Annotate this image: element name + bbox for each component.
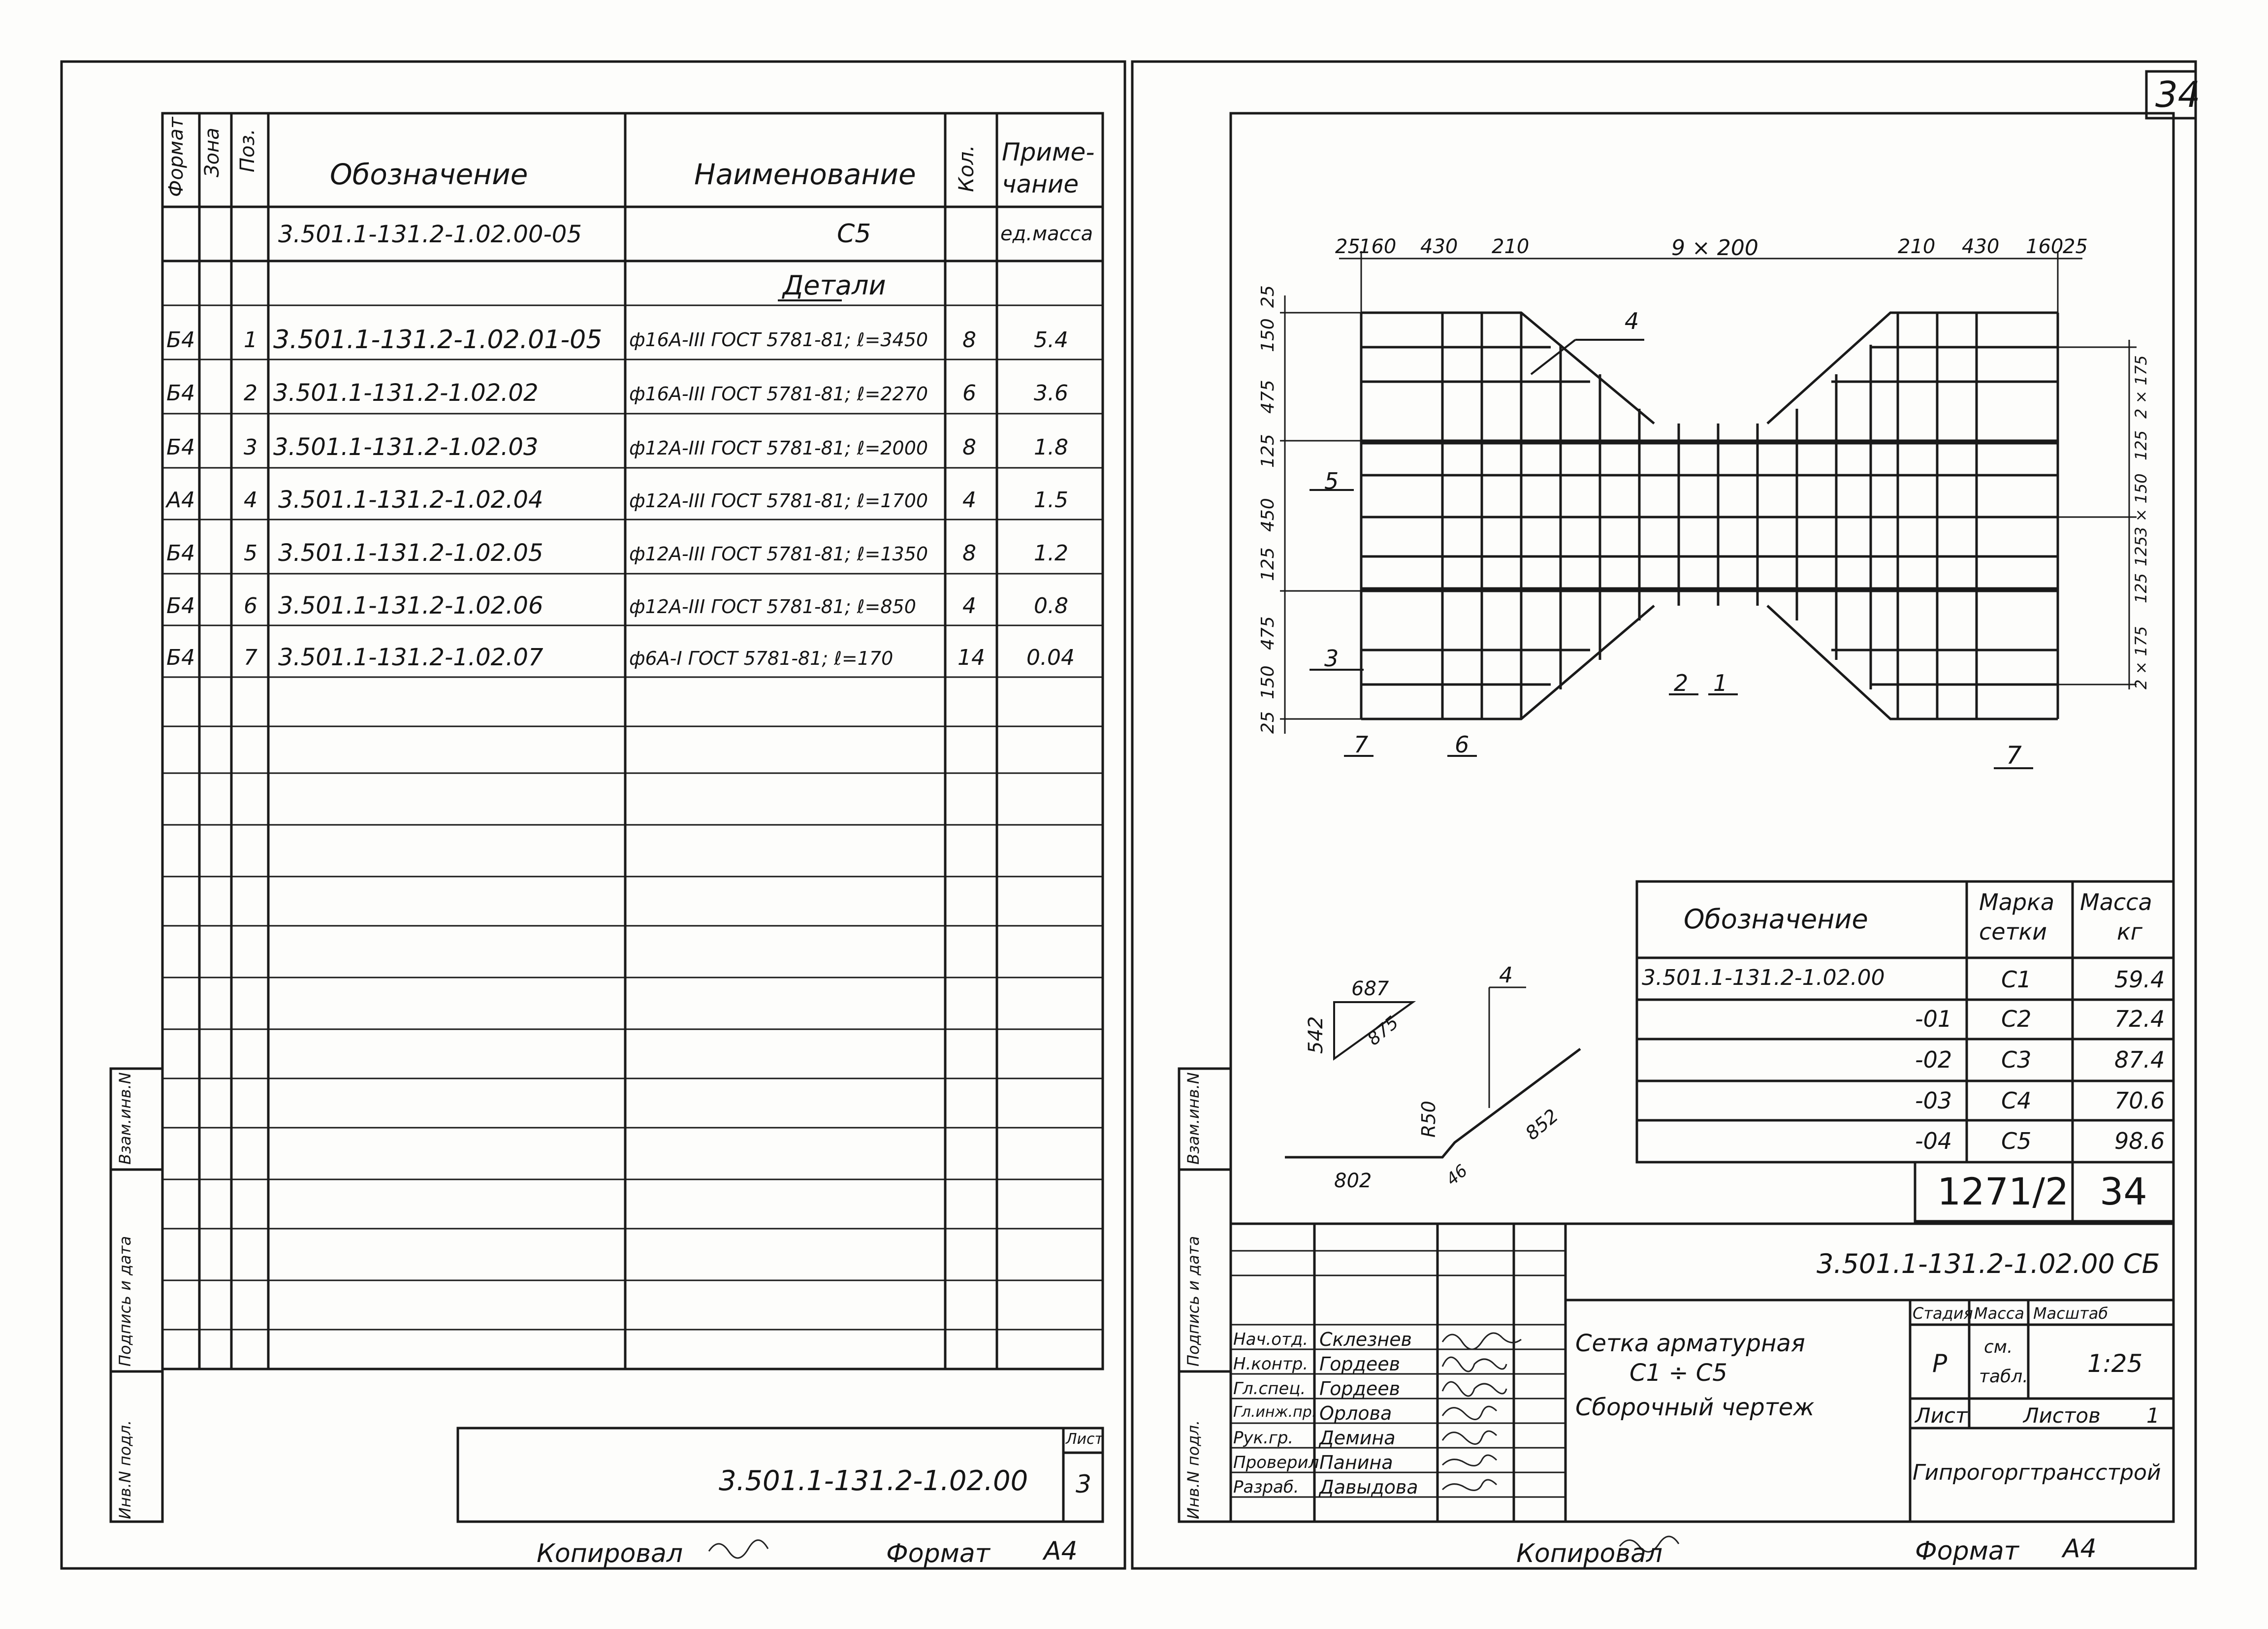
row-format: Б4 [166, 435, 195, 460]
table-header-designation: Обозначение [1684, 904, 1868, 935]
header-pos: Поз. [236, 129, 259, 172]
assembly-designation: 3.501.1-131.2-1.02.00-05 [278, 221, 582, 248]
mass-row-mass: 72.4 [2114, 1006, 2165, 1032]
signature-name: Склезнев [1319, 1329, 1412, 1350]
detail-mark: 4 [1499, 963, 1513, 988]
dim-left: 150 [1258, 318, 1278, 352]
signature-role: Гл.инж.пр. [1233, 1403, 1317, 1421]
callout-7: 7 [1354, 731, 1369, 758]
title-designation: 3.501.1-131.2-1.02.00 СБ [1817, 1248, 2160, 1279]
title-line-1: Сетка арматурная [1575, 1330, 1805, 1357]
title-mass-2: табл. [1979, 1367, 2028, 1387]
row-format: Б4 [166, 327, 195, 353]
row-qty: 6 [962, 381, 976, 406]
callout-4: 4 [1625, 308, 1639, 334]
mass-row-designation: -03 [1915, 1087, 1952, 1114]
row-designation: 3.501.1-131.2-1.02.04 [278, 486, 543, 514]
row-note: 0.04 [1026, 645, 1075, 670]
row-note: 3.6 [1034, 381, 1068, 406]
assembly-name: С5 [837, 219, 871, 249]
header-format: Формат [165, 117, 188, 197]
table-header-mass-1: Масса [2080, 889, 2152, 915]
dim-top: 210 [1492, 235, 1530, 258]
row-pos: 7 [244, 645, 257, 670]
table-header-mass-2: кг [2117, 918, 2142, 945]
row-note: 1.2 [1034, 541, 1068, 566]
mass-row-designation: -01 [1915, 1006, 1952, 1032]
callout-6: 6 [1455, 731, 1469, 758]
signature-role: Разраб. [1233, 1477, 1299, 1497]
left-format-label: Формат [886, 1539, 990, 1568]
row-qty: 8 [962, 435, 976, 460]
header-note-2: чание [1002, 170, 1079, 198]
callout-2: 2 [1674, 670, 1689, 696]
header-note-1: Приме- [1002, 138, 1095, 166]
signature-scribble [1442, 1357, 1506, 1371]
row-designation: 3.501.1-131.2-1.02.03 [273, 433, 539, 461]
mass-row-mass: 70.6 [2114, 1087, 2165, 1114]
dim-right: 2 × 175 [2132, 626, 2150, 689]
signature-scribble [709, 1540, 768, 1558]
row-format: Б4 [166, 593, 195, 619]
signature-name: Гордеев [1319, 1353, 1400, 1375]
signature-scribble [1442, 1333, 1521, 1349]
detail-dim-d2: 46 [1442, 1161, 1471, 1190]
row-name: ф16А-III ГОСТ 5781-81; ℓ=3450 [629, 329, 928, 351]
row-qty: 4 [962, 593, 976, 619]
row-format: Б4 [166, 541, 195, 566]
signature-scribble [1442, 1431, 1497, 1444]
signature-role: Н.контр. [1233, 1354, 1309, 1374]
header-zone: Зона [201, 128, 224, 177]
right-format-value: А4 [2063, 1534, 2097, 1564]
left-stamp-designation: 3.501.1-131.2-1.02.00 [719, 1465, 1028, 1497]
mass-row-designation: 3.501.1-131.2-1.02.00 [1642, 965, 1885, 990]
row-note: 5.4 [1034, 327, 1068, 353]
callout-5: 5 [1324, 468, 1339, 494]
dim-left: 450 [1258, 498, 1278, 532]
mass-row-designation: -04 [1915, 1128, 1952, 1154]
dim-top: 25 [2063, 235, 2088, 258]
row-pos: 6 [244, 593, 257, 619]
signature-role: Гл.спец. [1233, 1379, 1306, 1399]
title-mass-label: Масса [1974, 1304, 2025, 1323]
header-name: Наименование [694, 158, 916, 191]
title-stage: Р [1932, 1349, 1948, 1378]
detail-radius: R50 [1418, 1101, 1439, 1138]
title-sheet-label: Лист [1915, 1403, 1968, 1428]
dim-right: 125 [2132, 536, 2150, 566]
right-format-label: Формат [1915, 1536, 2019, 1566]
left-stamp-sheet-label: Лист [1066, 1431, 1104, 1448]
row-name: ф12А-III ГОСТ 5781-81; ℓ=2000 [629, 437, 928, 459]
row-name: ф12А-III ГОСТ 5781-81; ℓ=850 [629, 596, 916, 618]
title-organization: Гипрогоргтрансстрой [1913, 1460, 2161, 1485]
dim-top: 160 [2026, 235, 2064, 258]
title-line-2: С1 ÷ С5 [1629, 1359, 1727, 1387]
dim-right: 125 [2132, 573, 2150, 603]
row-pos: 2 [244, 381, 257, 406]
detail-dim-d1: 802 [1334, 1170, 1372, 1192]
detail-dim-c: 875 [1364, 1012, 1403, 1050]
row-qty: 14 [958, 645, 985, 670]
signature-role: Проверил [1233, 1453, 1319, 1472]
callout-7: 7 [2006, 741, 2022, 770]
dim-right: 125 [2132, 430, 2150, 460]
title-sheets: 1 [2146, 1403, 2160, 1428]
dim-right: 2 × 175 [2132, 355, 2150, 419]
dim-top: 25 [1335, 235, 1360, 258]
row-pos: 1 [244, 327, 257, 353]
sheet-number: 34 [2155, 74, 2201, 115]
mass-row-mark: С3 [2001, 1046, 2032, 1073]
title-mass-1: см. [1984, 1337, 2013, 1357]
signature-name: Давыдова [1319, 1476, 1418, 1498]
row-note: 1.5 [1034, 488, 1068, 513]
row-qty: 4 [962, 488, 976, 513]
dim-left: 475 [1258, 616, 1278, 650]
row-pos: 4 [244, 488, 257, 513]
right-margin-label-vzam: Взам.инв.N [1184, 1072, 1203, 1165]
signature-role: Рук.гр. [1233, 1428, 1294, 1448]
drawing-reference: 1271/2 [1937, 1170, 2069, 1213]
row-name: ф16А-III ГОСТ 5781-81; ℓ=2270 [629, 383, 928, 405]
table-header-mark-2: сетки [1979, 918, 2047, 945]
dim-left: 475 [1258, 380, 1278, 414]
dim-left: 125 [1258, 547, 1278, 581]
dim-left: 25 [1258, 711, 1278, 734]
right-margin-label-inv: Инв.N подл. [1184, 1420, 1203, 1519]
signature-scribble [1442, 1382, 1506, 1396]
header-designation: Обозначение [330, 158, 528, 191]
row-qty: 8 [962, 541, 976, 566]
left-margin-label-sign: Подпись и дата [116, 1236, 134, 1367]
signature-role: Нач.отд. [1233, 1330, 1309, 1349]
row-qty: 8 [962, 327, 976, 353]
callout-1: 1 [1713, 670, 1728, 696]
row-name: ф12А-III ГОСТ 5781-81; ℓ=1350 [629, 543, 928, 565]
left-margin-label-vzam: Взам.инв.N [116, 1072, 134, 1165]
signature-scribble [1442, 1406, 1497, 1419]
mass-row-mass: 98.6 [2114, 1128, 2165, 1154]
detail-dim-b: 542 [1305, 1016, 1327, 1054]
row-name: ф6А-I ГОСТ 5781-81; ℓ=170 [629, 648, 894, 669]
left-copied-label: Копировал [537, 1539, 683, 1568]
title-stage-label: Стадия [1913, 1304, 1973, 1323]
dim-left: 125 [1258, 434, 1278, 468]
title-line-3: Сборочный чертеж [1575, 1394, 1815, 1421]
mass-row-mark: С2 [2001, 1006, 2032, 1032]
row-designation: 3.501.1-131.2-1.02.02 [273, 379, 539, 407]
table-header-mark-1: Марка [1979, 889, 2055, 915]
mass-row-mass: 87.4 [2114, 1046, 2165, 1073]
row-note: 0.8 [1034, 593, 1068, 619]
title-scale: 1:25 [2087, 1349, 2143, 1378]
mass-row-designation: -02 [1915, 1046, 1952, 1073]
signature-name: Орлова [1319, 1402, 1392, 1424]
row-format: Б4 [166, 645, 195, 670]
left-margin-label-inv: Инв.N подл. [116, 1420, 134, 1519]
row-pos: 5 [244, 541, 257, 566]
dim-top: 9 × 200 [1671, 235, 1758, 261]
mass-row-mass: 59.4 [2114, 966, 2165, 993]
dim-right: 3 × 150 [2132, 473, 2150, 537]
assembly-note: ед.масса [1000, 223, 1093, 245]
detail-dim-a: 687 [1351, 977, 1389, 1000]
left-format-value: А4 [1044, 1536, 1078, 1566]
dim-top: 210 [1898, 235, 1936, 258]
row-designation: 3.501.1-131.2-1.02.07 [278, 644, 543, 671]
row-note: 1.8 [1034, 435, 1068, 460]
callout-3: 3 [1324, 645, 1339, 672]
row-name: ф12А-III ГОСТ 5781-81; ℓ=1700 [629, 490, 928, 512]
header-qty: Кол. [954, 145, 978, 192]
right-copied-label: Копировал [1516, 1539, 1663, 1568]
dim-top: 430 [1420, 235, 1458, 258]
left-stamp-sheet: 3 [1076, 1470, 1091, 1499]
drawing-reference-sheet: 34 [2100, 1170, 2147, 1213]
row-designation: 3.501.1-131.2-1.02.06 [278, 592, 543, 619]
title-scale-label: Масштаб [2033, 1304, 2108, 1323]
signature-name: Демина [1319, 1427, 1396, 1449]
signature-scribble [1442, 1480, 1497, 1490]
row-format: А4 [166, 488, 195, 513]
dim-left: 150 [1258, 665, 1278, 699]
detail-dim-d3: 852 [1521, 1105, 1563, 1144]
signature-scribble [1442, 1455, 1497, 1466]
dim-top: 160 [1359, 235, 1397, 258]
right-margin-label-sign: Подпись и дата [1184, 1236, 1203, 1367]
row-format: Б4 [166, 381, 195, 406]
row-designation: 3.501.1-131.2-1.02.01-05 [273, 325, 603, 355]
section-details: Детали [783, 270, 886, 301]
title-sheets-label: Листов [2023, 1403, 2101, 1428]
dim-left: 25 [1258, 285, 1278, 308]
mass-row-mark: С4 [2001, 1087, 2032, 1114]
signature-name: Панина [1319, 1452, 1393, 1473]
dim-top: 430 [1962, 235, 2000, 258]
signature-name: Гордеев [1319, 1378, 1400, 1400]
mass-row-mark: С5 [2001, 1128, 2032, 1154]
row-designation: 3.501.1-131.2-1.02.05 [278, 539, 543, 567]
mass-row-mark: С1 [2001, 966, 2032, 993]
row-pos: 3 [244, 435, 257, 460]
